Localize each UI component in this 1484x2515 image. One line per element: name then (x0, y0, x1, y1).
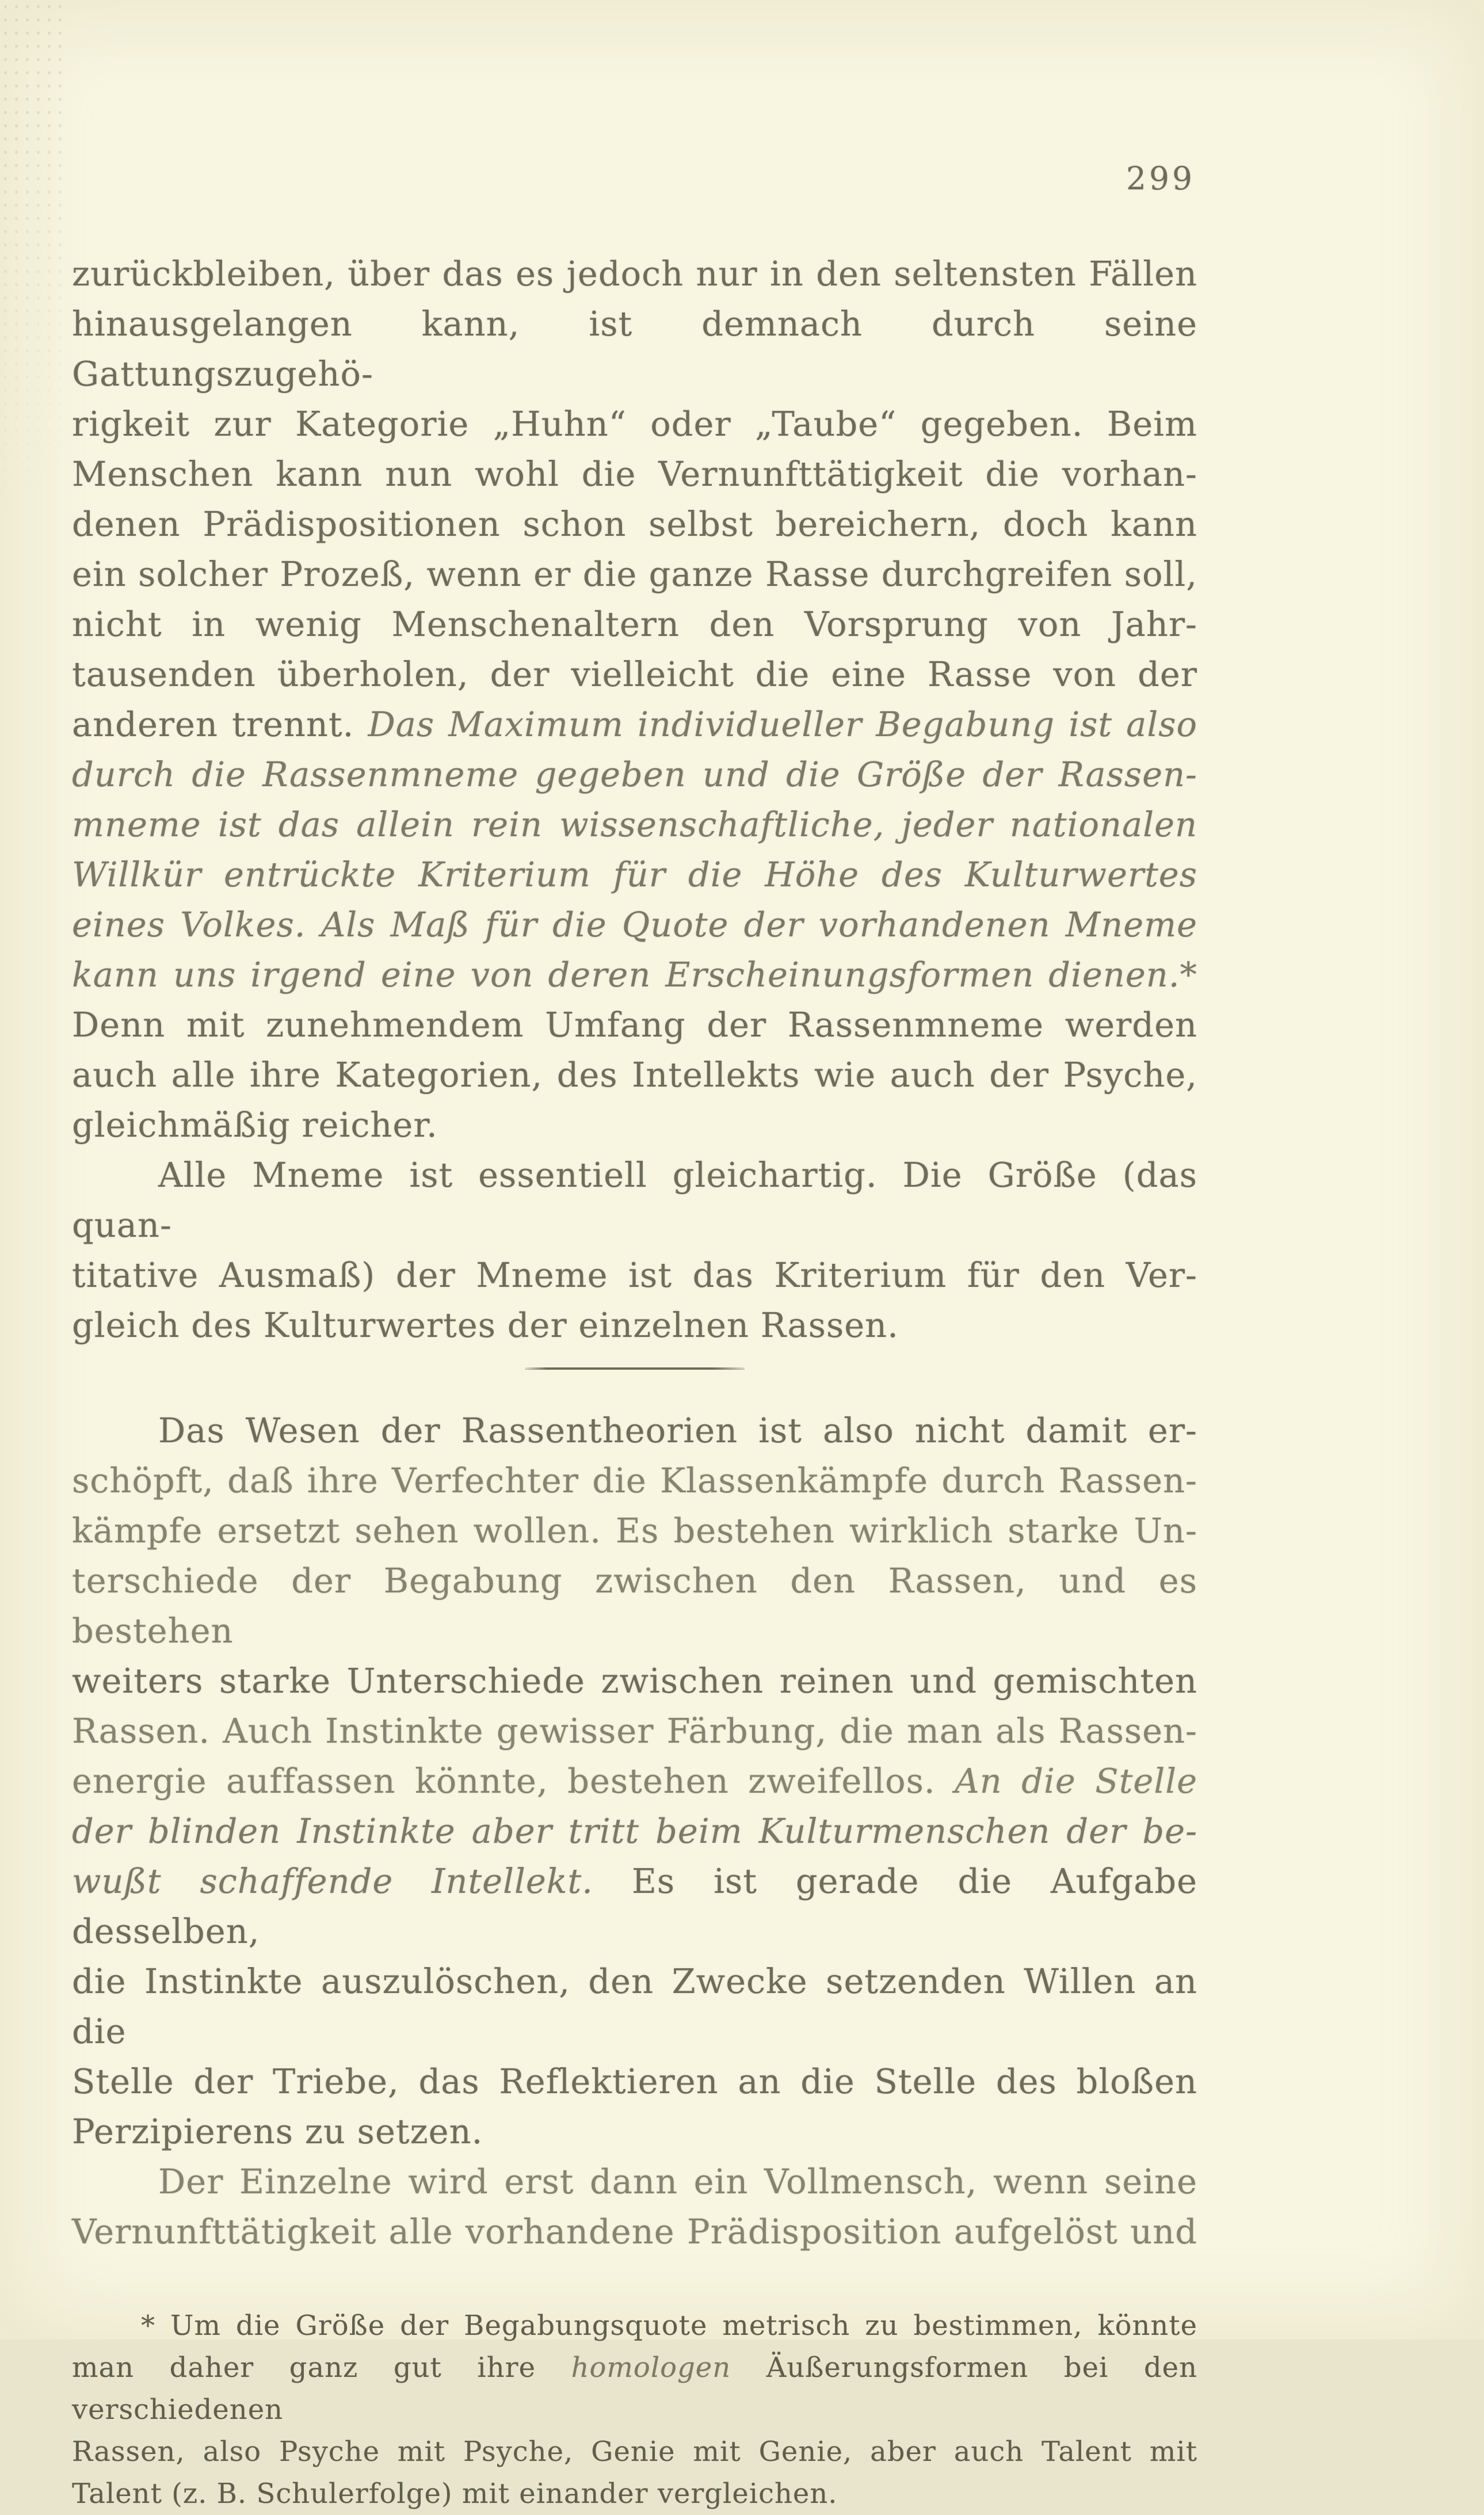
text-line (72, 2347, 1197, 2431)
text-line (72, 649, 1197, 699)
text-line (72, 1050, 1197, 1100)
roman-text: tausenden überholen, der vielleicht die eine Rasse von der (72, 654, 1197, 694)
roman-text: Rassen. Auch Instinkte gewisser Färbung, die man als Rassen- (72, 1711, 1197, 1751)
text-line (72, 2473, 1197, 2515)
roman-text: Der Einzelne wird erst dann ein Vollmensch, wenn seine (158, 2162, 1197, 2201)
roman-text: die Instinkte auszulöschen, den Zwecke setzenden Willen an die (72, 1961, 1197, 2051)
text-line (72, 1506, 1197, 1556)
text-line (72, 1556, 1197, 1656)
text-block (72, 0, 1197, 2515)
text-line (72, 449, 1197, 499)
text-line (72, 950, 1197, 1000)
roman-text: gleich des Kulturwertes der einzelnen Rassen. (72, 1305, 899, 1345)
roman-text: Rassen, also Psyche mit Psyche, Genie mit Genie, aber auch Talent mit (72, 2436, 1197, 2468)
roman-text: energie auffassen könnte, bestehen zweifellos. (72, 1761, 955, 1801)
text-line (72, 1405, 1197, 1455)
roman-text: hinausgelangen kann, ist demnach durch seine Gattungszugehö- (72, 304, 1197, 394)
roman-text: Denn mit zunehmendem Umfang der Rassenmneme werden (72, 1005, 1197, 1045)
text-line (72, 499, 1197, 549)
roman-text: denen Prädispositionen schon selbst bereichern, doch kann (72, 504, 1197, 544)
text-line (72, 1956, 1197, 2056)
text-line (72, 1250, 1197, 1300)
section-divider (525, 1367, 745, 1370)
text-line (72, 1656, 1197, 1706)
text-line (72, 2431, 1197, 2473)
roman-text: terschiede der Begabung zwischen den Rassen, und es bestehen (72, 1561, 1197, 1651)
text-line (72, 2207, 1197, 2257)
italic-text: Willkür entrückte Kriterium für die Höhe des Kulturwertes (72, 855, 1197, 894)
roman-text: Vernunfttätigkeit alle vorhandene Prädisposition aufgelöst und (72, 2212, 1197, 2251)
text-line (72, 1706, 1197, 1756)
italic-text: wußt schaffende Intellekt. (72, 1861, 593, 1901)
text-line (72, 2156, 1197, 2207)
roman-text: Äußerungsformen bei den verschiedenen (72, 2352, 1197, 2426)
roman-text: titative Ausmaß) der Mneme ist das Kriterium für den Ver- (72, 1255, 1197, 1295)
roman-text: Stelle der Triebe, das Reflektieren an die Stelle des bloßen (72, 2061, 1197, 2101)
roman-text: auch alle ihre Kategorien, des Intellekts wie auch der Psyche, (72, 1055, 1197, 1095)
text-line (72, 249, 1197, 299)
roman-text: man daher ganz gut ihre (72, 2352, 571, 2384)
roman-text: ein solcher Prozeß, wenn er die ganze Rasse durchgreifen soll, (72, 554, 1197, 594)
italic-text: kann uns irgend eine von deren Erscheinungsformen dienen.* (72, 955, 1197, 994)
text-line (72, 1300, 1197, 1350)
roman-text: Das Wesen der Rassentheorien ist also nicht damit er- (158, 1411, 1197, 1450)
roman-text: gleichmäßig reicher. (72, 1105, 438, 1145)
text-line (72, 699, 1197, 749)
roman-text: schöpft, daß ihre Verfechter die Klassenkämpfe durch Rassen- (72, 1461, 1197, 1500)
roman-text: Es ist gerade die Aufgabe desselben, (72, 1861, 1197, 1951)
roman-text: Alle Mneme ist essentiell gleichartig. Die Größe (das quan- (72, 1155, 1197, 1245)
text-line (72, 1856, 1197, 1956)
scan-speckle-artifact (0, 0, 63, 662)
italic-text: homologen (571, 2352, 731, 2384)
roman-text: anderen trennt. (72, 704, 368, 744)
roman-text: zurückbleiben, über das es jedoch nur in den seltensten Fällen (72, 254, 1197, 294)
roman-text: rigkeit zur Kategorie „Huhn“ oder „Taube“ gegeben. Beim (72, 404, 1197, 444)
roman-text: Menschen kann nun wohl die Vernunfttätigkeit die vorhan- (72, 454, 1197, 494)
text-line (72, 599, 1197, 649)
text-line (72, 1100, 1197, 1150)
roman-text: Talent (z. B. Schulerfolge) mit einander vergleichen. (72, 2478, 838, 2510)
text-line (72, 1455, 1197, 1506)
text-line (72, 549, 1197, 599)
italic-text: An die Stelle (955, 1761, 1197, 1801)
italic-text: mneme ist das allein rein wissenschaftliche, jeder nationalen (72, 805, 1197, 844)
page-number: 299 (1126, 160, 1195, 197)
text-line (72, 900, 1197, 950)
text-line (72, 399, 1197, 449)
roman-text: nicht in wenig Menschenaltern den Vorsprung von Jahr- (72, 604, 1197, 644)
text-line (72, 849, 1197, 900)
text-line (72, 2106, 1197, 2156)
text-line (72, 1806, 1197, 1856)
text-line (72, 1000, 1197, 1050)
roman-text: * Um die Größe der Begabungsquote metrisch zu bestimmen, könnte (141, 2310, 1197, 2342)
text-line (72, 2305, 1197, 2347)
text-line (72, 749, 1197, 799)
text-line (72, 799, 1197, 849)
italic-text: der blinden Instinkte aber tritt beim Kulturmenschen der be- (72, 1811, 1197, 1851)
italic-text: durch die Rassenmneme gegeben und die Größe der Rassen- (72, 754, 1197, 794)
roman-text: weiters starke Unterschiede zwischen reinen und gemischten (72, 1661, 1197, 1701)
italic-text: eines Volkes. Als Maß für die Quote der vorhandenen Mneme (72, 905, 1197, 944)
body-text (72, 0, 1197, 2257)
roman-text: Perzipierens zu setzen. (72, 2112, 483, 2151)
text-line (72, 1150, 1197, 1250)
footnote (72, 2305, 1197, 2515)
text-line (72, 299, 1197, 399)
roman-text: kämpfe ersetzt sehen wollen. Es bestehen wirklich starke Un- (72, 1511, 1197, 1550)
text-line (72, 1756, 1197, 1806)
italic-text: Das Maximum individueller Begabung ist also (368, 704, 1197, 744)
text-line (72, 2056, 1197, 2106)
